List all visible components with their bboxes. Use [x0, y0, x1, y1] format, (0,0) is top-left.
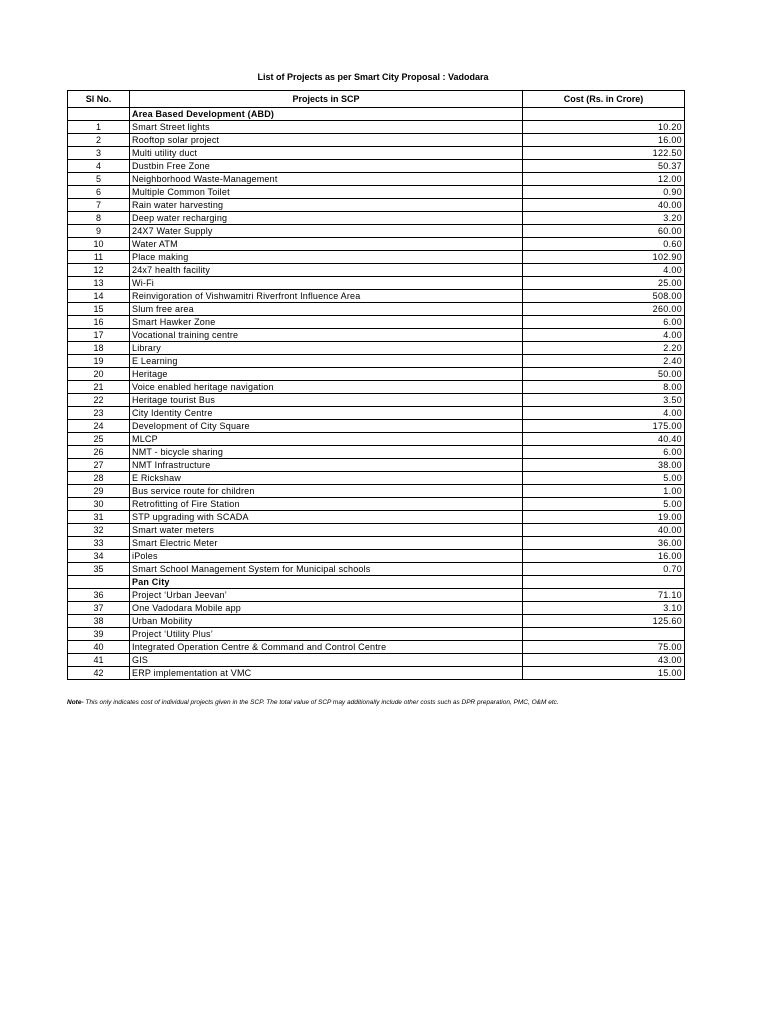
- sl-no-cell: 31: [68, 511, 130, 524]
- table-row: [68, 550, 685, 563]
- section-cost-cell: [523, 576, 685, 589]
- sl-no-cell: 23: [68, 407, 130, 420]
- table-row: [68, 615, 685, 628]
- table-row: [68, 420, 685, 433]
- table-row: [68, 251, 685, 264]
- sl-no-cell: 2: [68, 134, 130, 147]
- project-name-cell: Multi utility duct: [130, 147, 523, 160]
- table-row: [68, 654, 685, 667]
- sl-no-cell: 37: [68, 602, 130, 615]
- project-name-cell: Retrofitting of Fire Station: [130, 498, 523, 511]
- cost-cell: 0.70: [523, 563, 685, 576]
- cost-cell: 8.00: [523, 381, 685, 394]
- table-row: [68, 147, 685, 160]
- cost-cell: 12.00: [523, 173, 685, 186]
- table-row: [68, 212, 685, 225]
- cost-cell: 75.00: [523, 641, 685, 654]
- table-row: [68, 316, 685, 329]
- table-row: [68, 290, 685, 303]
- sl-no-cell: 1: [68, 121, 130, 134]
- table-row: [68, 459, 685, 472]
- cost-cell: 16.00: [523, 550, 685, 563]
- sl-no-cell: 15: [68, 303, 130, 316]
- project-name-cell: Deep water recharging: [130, 212, 523, 225]
- project-name-cell: Reinvigoration of Vishwamitri Riverfront Influence Area: [130, 290, 523, 303]
- project-name-cell: Dustbin Free Zone: [130, 160, 523, 173]
- project-name-cell: Smart water meters: [130, 524, 523, 537]
- sl-no-cell: 3: [68, 147, 130, 160]
- cost-cell: 71.10: [523, 589, 685, 602]
- table-row: [68, 381, 685, 394]
- project-name-cell: Voice enabled heritage navigation: [130, 381, 523, 394]
- cost-cell: 1.00: [523, 485, 685, 498]
- cost-cell: 508.00: [523, 290, 685, 303]
- project-name-cell: Rooftop solar project: [130, 134, 523, 147]
- project-name-cell: Library: [130, 342, 523, 355]
- cost-cell: 40.00: [523, 524, 685, 537]
- table-row: [68, 407, 685, 420]
- cost-cell: [523, 628, 685, 641]
- cost-cell: 260.00: [523, 303, 685, 316]
- sl-no-cell: 12: [68, 264, 130, 277]
- cost-cell: 38.00: [523, 459, 685, 472]
- project-name-cell: Heritage tourist Bus: [130, 394, 523, 407]
- cost-cell: 50.00: [523, 368, 685, 381]
- sl-no-cell: 38: [68, 615, 130, 628]
- project-name-cell: Development of City Square: [130, 420, 523, 433]
- project-name-cell: Urban Mobility: [130, 615, 523, 628]
- sl-no-cell: 32: [68, 524, 130, 537]
- header-projects: Projects in SCP: [130, 91, 523, 108]
- cost-cell: 16.00: [523, 134, 685, 147]
- table-row: [68, 433, 685, 446]
- project-name-cell: Smart School Management System for Municipal schools: [130, 563, 523, 576]
- project-name-cell: ERP implementation at VMC: [130, 667, 523, 680]
- cost-cell: 15.00: [523, 667, 685, 680]
- cost-cell: 36.00: [523, 537, 685, 550]
- project-name-cell: NMT Infrastructure: [130, 459, 523, 472]
- sl-no-cell: 34: [68, 550, 130, 563]
- sl-no-cell: 33: [68, 537, 130, 550]
- project-name-cell: Smart Electric Meter: [130, 537, 523, 550]
- project-name-cell: GIS: [130, 654, 523, 667]
- sl-no-cell: 10: [68, 238, 130, 251]
- footnote: [67, 699, 559, 706]
- project-name-cell: E Rickshaw: [130, 472, 523, 485]
- cost-cell: 4.00: [523, 407, 685, 420]
- table-row: [68, 225, 685, 238]
- sl-no-cell: 18: [68, 342, 130, 355]
- project-name-cell: MLCP: [130, 433, 523, 446]
- section-row: [68, 576, 685, 589]
- table-row: [68, 641, 685, 654]
- sl-no-cell: 17: [68, 329, 130, 342]
- sl-no-cell: 7: [68, 199, 130, 212]
- cost-cell: 0.90: [523, 186, 685, 199]
- table-row: [68, 667, 685, 680]
- table-row: [68, 264, 685, 277]
- table-row: [68, 472, 685, 485]
- cost-cell: 6.00: [523, 316, 685, 329]
- table-row: [68, 563, 685, 576]
- cost-cell: 3.10: [523, 602, 685, 615]
- project-name-cell: Wi-Fi: [130, 277, 523, 290]
- table-row: [68, 602, 685, 615]
- sl-no-cell: 14: [68, 290, 130, 303]
- table-row: [68, 628, 685, 641]
- sl-no-cell: 13: [68, 277, 130, 290]
- sl-no-cell: 9: [68, 225, 130, 238]
- cost-cell: 102.90: [523, 251, 685, 264]
- table-row: [68, 498, 685, 511]
- project-name-cell: NMT - bicycle sharing: [130, 446, 523, 459]
- table-row: [68, 485, 685, 498]
- sl-no-cell: 27: [68, 459, 130, 472]
- table-row: [68, 524, 685, 537]
- project-name-cell: 24X7 Water Supply: [130, 225, 523, 238]
- sl-no-cell: 24: [68, 420, 130, 433]
- project-name-cell: Project ‘Urban Jeevan’: [130, 589, 523, 602]
- project-name-cell: Project ‘Utility Plus’: [130, 628, 523, 641]
- footnote-label: Note-: [67, 699, 84, 706]
- sl-no-cell: 19: [68, 355, 130, 368]
- project-name-cell: Slum free area: [130, 303, 523, 316]
- project-name-cell: One Vadodara Mobile app: [130, 602, 523, 615]
- sl-no-cell: 22: [68, 394, 130, 407]
- sl-no-cell: 21: [68, 381, 130, 394]
- table-row: [68, 186, 685, 199]
- sl-no-cell: 36: [68, 589, 130, 602]
- cost-cell: 43.00: [523, 654, 685, 667]
- cost-cell: 2.40: [523, 355, 685, 368]
- cost-cell: 2.20: [523, 342, 685, 355]
- cost-cell: 6.00: [523, 446, 685, 459]
- project-name-cell: Neighborhood Waste-Management: [130, 173, 523, 186]
- table-row: [68, 238, 685, 251]
- sl-no-cell: 4: [68, 160, 130, 173]
- table-row: [68, 329, 685, 342]
- page-title: List of Projects as per Smart City Proposal : Vadodara: [257, 72, 489, 82]
- cost-cell: 40.40: [523, 433, 685, 446]
- cost-cell: 175.00: [523, 420, 685, 433]
- cost-cell: 10.20: [523, 121, 685, 134]
- cost-cell: 4.00: [523, 329, 685, 342]
- sl-no-cell: 40: [68, 641, 130, 654]
- project-name-cell: City Identity Centre: [130, 407, 523, 420]
- project-name-cell: Place making: [130, 251, 523, 264]
- cost-cell: 3.20: [523, 212, 685, 225]
- table-row: [68, 160, 685, 173]
- header-cost: Cost (Rs. in Crore): [523, 91, 685, 108]
- section-title: Area Based Development (ABD): [130, 108, 523, 121]
- table-row: [68, 199, 685, 212]
- project-name-cell: Multiple Common Toilet: [130, 186, 523, 199]
- cost-cell: 0.60: [523, 238, 685, 251]
- section-sl-cell: [68, 108, 130, 121]
- project-name-cell: 24x7 health facility: [130, 264, 523, 277]
- project-name-cell: Vocational training centre: [130, 329, 523, 342]
- section-title: Pan City: [130, 576, 523, 589]
- sl-no-cell: 20: [68, 368, 130, 381]
- table-row: [68, 303, 685, 316]
- table-row: [68, 537, 685, 550]
- sl-no-cell: 28: [68, 472, 130, 485]
- sl-no-cell: 8: [68, 212, 130, 225]
- project-name-cell: STP upgrading with SCADA: [130, 511, 523, 524]
- table-row: [68, 446, 685, 459]
- cost-cell: 19.00: [523, 511, 685, 524]
- sl-no-cell: 16: [68, 316, 130, 329]
- projects-table: [67, 90, 685, 680]
- project-name-cell: Water ATM: [130, 238, 523, 251]
- cost-cell: 40.00: [523, 199, 685, 212]
- table-row: [68, 173, 685, 186]
- sl-no-cell: 39: [68, 628, 130, 641]
- sl-no-cell: 42: [68, 667, 130, 680]
- project-name-cell: Integrated Operation Centre & Command and Control Centre: [130, 641, 523, 654]
- table-header-row: [68, 91, 685, 108]
- section-cost-cell: [523, 108, 685, 121]
- sl-no-cell: 41: [68, 654, 130, 667]
- project-name-cell: Heritage: [130, 368, 523, 381]
- table-body: [68, 108, 685, 680]
- table-row: [68, 277, 685, 290]
- table-row: [68, 121, 685, 134]
- project-name-cell: Smart Hawker Zone: [130, 316, 523, 329]
- footnote-text: This only indicates cost of individual projects given in the SCP. The total value of SCP may additionally include other costs such as DPR preparation, PMC, O&M etc.: [83, 699, 559, 706]
- table-row: [68, 134, 685, 147]
- table-row: [68, 589, 685, 602]
- table-row: [68, 394, 685, 407]
- cost-cell: 5.00: [523, 498, 685, 511]
- project-name-cell: Rain water harvesting: [130, 199, 523, 212]
- sl-no-cell: 35: [68, 563, 130, 576]
- cost-cell: 125.60: [523, 615, 685, 628]
- sl-no-cell: 5: [68, 173, 130, 186]
- section-sl-cell: [68, 576, 130, 589]
- cost-cell: 25.00: [523, 277, 685, 290]
- sl-no-cell: 11: [68, 251, 130, 264]
- cost-cell: 60.00: [523, 225, 685, 238]
- sl-no-cell: 6: [68, 186, 130, 199]
- cost-cell: 122.50: [523, 147, 685, 160]
- project-name-cell: Smart Street lights: [130, 121, 523, 134]
- table-row: [68, 355, 685, 368]
- cost-cell: 5.00: [523, 472, 685, 485]
- cost-cell: 50.37: [523, 160, 685, 173]
- sl-no-cell: 29: [68, 485, 130, 498]
- header-sl-no: Sl No.: [68, 91, 130, 108]
- sl-no-cell: 25: [68, 433, 130, 446]
- project-name-cell: iPoles: [130, 550, 523, 563]
- sl-no-cell: 26: [68, 446, 130, 459]
- project-name-cell: Bus service route for children: [130, 485, 523, 498]
- sl-no-cell: 30: [68, 498, 130, 511]
- table-row: [68, 511, 685, 524]
- cost-cell: 3.50: [523, 394, 685, 407]
- table-row: [68, 368, 685, 381]
- table-row: [68, 342, 685, 355]
- project-name-cell: E Learning: [130, 355, 523, 368]
- cost-cell: 4.00: [523, 264, 685, 277]
- section-row: [68, 108, 685, 121]
